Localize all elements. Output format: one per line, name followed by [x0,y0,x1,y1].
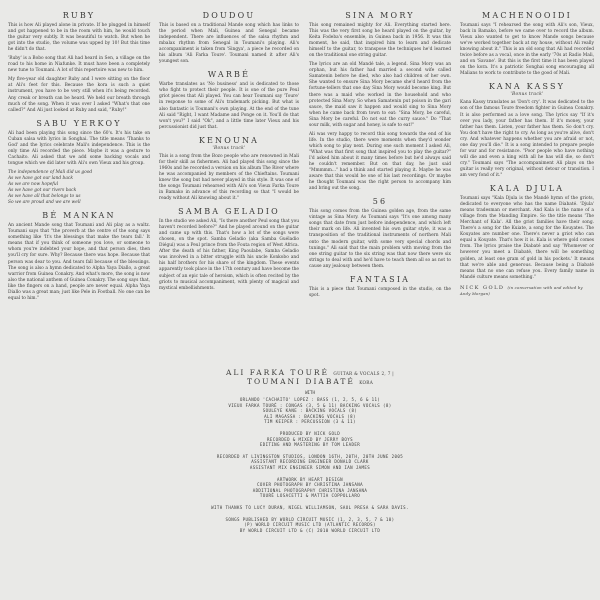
title-text: KENOUNA [198,135,260,145]
design-credit: ADDITIONAL PHOTOGRAPHY CHRISTINA JANSANA [252,487,368,493]
column-3 [309,6,451,302]
paragraph: This song comes from the Guinea golden age, from the same vintage as Sina Mory. As Toumani says "It's one among many songs that date from just before independence, and which left their mark on life. Ali invented his own guitar style, it was a transposition of the traditional instruments of northern Mali onto the modern guitar, with some very special chords and tunings." Ali said that the main problem with moving from the one string guitar to the six string was that now there were six strings to deal with and he'd have to teach them all so as not to cause any jealousy between them. [309,209,451,269]
section-title: MACHENOOIDI [482,11,572,20]
bonus-track-label: 'Bonus track' [212,145,246,151]
paragraph: The lyrics are an old Mandé tale, a legend. Sina Mory was an orphan, but his father had married a second wife called Samatenin before he died, who also had children of her own. She wanted to ensure Sina Mory became she'd heard from the fortune-tellers that one day Sina Mory would become king. But there was a maid who worked in the household and who protected Sina Mory. So when Samatenin put poison in the gari sauce, the maid saw it happen and would sing to Sina Mory when he came back from town to eat: "Sina Mory, be careful, Sina Mory be careful. Do not eat the curry sauce." Do "That sour milk, with sugar and honey, is safe to eat!" [309,62,451,128]
paragraph: Ali was very happy to record this song towards the end of his life. In the studio, there were moments when they'd wonder which song to play next. During one such moment I asked Ali, "What was that first song that inspired you to play the guitar?" I'd asked him about it many times before but he'd always said he couldn't remember. But on that day, he just said "Mmmmm..." had a think and started playing it. Maybe he was aware that this would be one of his last recordings. Or maybe he thought Toumani was the right person to accompany him and bring out the song. [309,131,451,192]
musician-credit: SOULEYE KANE : BACKING VOCALS (8) [262,408,358,414]
artist-toumani-role: KORA [359,380,374,385]
section-title: BÉ MANKAN [42,211,116,221]
artist-ali-role: GUITAR & VOCALS 2, 7 | [333,371,395,376]
paragraph: This is a song from the Bozo people who are renowned in Mali for their skill as fishermen. Ali had played this song since the 1960s and he recorded a version on his album The River where he was accompanied by members of the Chieftains. Toumani knew the song but had never played in this style. It was one of the songs Toumani rehearsed with Ali's son Vieux Farka Toure in Bamako in advance of this recording so that "I would be ready without Ali knowing about it." [159,153,299,202]
section-title: KALA DJULA [489,184,565,194]
section-fantasia [309,275,451,299]
thanks-line: WITH THANKS TO LUCY DURAN, NIGEL WILLIAMSON, SAUL PRESA & SARA DAVIS. [211,504,409,510]
artist-ali: ALI FARKA TOURÉ [225,368,330,377]
recording-credit: ASSISTANT RECORDING ENGINEER DONALD CLARK [251,459,369,465]
section-title: SINA MORY [345,11,415,20]
musician-credit: ALI MAGASSA : BACKING VOCALS (8) [264,413,356,419]
section-be-mankan [8,211,150,302]
publishing-credit: (P) WORLD CIRCUIT MUSIC LTD (ATLANTIC RECORDS) [244,522,376,528]
production-credit: RECORDED & MIXED BY JERRY BOYS [267,436,353,442]
verse-line: As we have all that belongs to us [8,194,81,200]
musician-credit: TIM KEIPER : PERCUSSION (3 & 11) [264,419,356,425]
verse-line: As we are now hopeful [8,182,59,188]
section-title: SABU YERKOY [36,118,122,128]
production-credit: EDITING AND MASTERING BY TOM LEADER [259,442,361,448]
section-kenouna [159,136,299,202]
section-title [460,82,594,97]
verse-line: The independence of Mali did us good [8,169,93,175]
musician-credit: ORLANDO 'CACHAITO' LOPEZ : BASS (1, 2, 5, 6 & 11) [239,397,381,402]
design-credit: TOURÉ LOSACETTI & MATTIA COPPOLLARO [259,493,361,499]
paragraph: Ali had been playing this song since the 60's. It's his take on Cuban salsa with lyrics in Songhai. The title means 'Thanks to God' and the lyrics celebrate Mali's independence. This is the only time Ali recorded the piece. Maybe it was a gesture to Cachaito. Ali asked that we add some backing vocals and tongue which we did later with Ali's own Vieux and his group. [8,130,150,166]
signature-note: (in conversation with and edited by Andy Morgan) [460,284,583,296]
paragraph: Toumani says "Kala Djula is the Mandé hymn of the griots, dedicated to everyone who has the name Diabaté. 'Djula' means tradesman or merchant. And Kala is the name of a village from the Manding Empire. So the title means 'The Merchant of Kala'. All the griot families have their song. There's a song for the Kuiate, a song for the Kouyates. The Kouyates are number one. There's never a griot who can equal a Kouyate. That's how it is. Kala is where gold comes from. The lyrics praise the Diabaté and say 'Whomever or however you meet a Diabaté, there will be something golden, at least one gram of gold in his pockets.' It means that we're able and generous. Because being a Diabaté means that no one can refuse you. Every family name in Mandé culture means something." [460,196,594,280]
section-title: RUBY [62,11,96,20]
paragraph: Warbe translates as 'No business' and is dedicated to those who fight to protect their people. It is one of the pure Peul griot pieces that Ali played. You can hear Toumani say 'Toure' in response to some of Ali's trademark picking. But what is also fantastic is Toumani's own playing. At the end of the tune Ali said "Right, I want Madame and Ponge on it. You'll do that won't you?" I said "Ok", and a little time later Vieux and his percussionist did just that. [159,82,299,130]
paragraph: This is based on a traditional Mande song which has links to the period when Mali, Guinea and Senegal became independent. There are influences of the salsa rhythm and mbalax rhythm from Senegal in Toumani's playing. Ali's accompaniment is taken from 'Singya', a piece he recorded on his album 'Ali Farka Toure'. Toumani named it after Ali's youngest son. [159,23,299,65]
section-doudou [159,11,299,65]
recording-credit: RECORDED AT LIVINGSTON STUDIOS, LONDON 16TH, 20TH, 20TH JUNE 2005 [216,453,404,459]
section-title: DOUDOU [202,11,256,20]
section-kana-kassy [460,82,594,179]
paragraph: My five-year old daughter Ruby and I were sitting on the floor at Ali's feet for this. Because the kora is such a quiet instrument, you have to be very still when it's being recorded. Any creak or breath can be heard. We held our breath through much of the song. When it was over I asked "What's that one called?" And Ali just looked at Ruby and said, "Ruby!" [8,77,150,113]
paragraph: This song remained mighty for Ali. Everything started here. This was the very first song he heard played on the guitar, by Keita Fodeba's ensemble, in Guinea back in 1956. It was this moment, he said, that inspired him to learn and dedicate himself to the guitar, to transpose the techniques he'd learned on the traditional one string guitar. [309,23,451,59]
paragraph: This is how Ali played alone in private. If he plugged in himself and got happened to be in the room with him, he would touch the guitar very subtly. It was beautiful to watch. But when he got into the studio, the volume was upped by 10! But this time he didn't do that. [8,23,150,53]
section-sabu-yerkoy [8,119,150,207]
musician-credit: VIEUX FARKA TOURÉ : CONGAS (3, 5 & 11) BACKING VOCALS (8) [228,402,392,408]
section-title [159,136,299,151]
section-sina-mory [309,11,451,192]
credits-block [160,368,460,533]
section-machenooidi [460,11,594,77]
artist-credits [160,368,460,386]
production-credit: PRODUCED BY NICK GOLD [279,430,341,436]
recording-credit: ASSISTANT MIX ENGINEER SIMON AND IAN JAMES [249,464,371,470]
paragraph: This is a piece that Toumani composed in the studio, on the spot. [309,286,451,298]
artist-toumani: TOUMANI DIABATÉ [246,377,355,386]
section-samba-geladio [159,207,299,292]
section-ruby [8,11,150,114]
paragraph: Toumani says "I rehearsed the song with Ali's son, Vieux, back in Bamako, before we came over to record the album. Vieux also wanted to get to know Mande songs because we've worked together back at my house, without Ali really knowing about it." This is an old song that Ali had recorded twice before as a vocal, once in the early '70s at Radio Mali, and on 'Savane'. But this is the first time it has been played on the kora. It's a patriotic Songhai song encouraging all Malians to work to contribute to the good of Mali. [460,23,594,77]
section-warbe [159,70,299,130]
paragraph: In the studio we asked Ali, "Is there another Peul song that you haven't recorded before?" And he played around on the guitar and came up with this. That's how a lot of the songs were chosen, on the spot. Samba Geladio (aka Samba Guéladio Diégui) was a Peul prince from the Fouta region of West Africa. After the death of his father, King Paoulabe, Samba Geladio was involved in a bitter struggle with his uncle Konkobo and his half brothers for his share of the kingdom. These events apparently took place in the 17th century and have become the subject of an epic tale of heroism, which is often recited by the griots to musical accompaniment, with plenty of magical and mystical embellishments. [159,219,299,291]
signature-name: NICK GOLD [460,284,505,291]
verse-line: As we have got our land back [8,175,73,181]
verse-line: As we have got our rivers back [8,188,77,194]
column-1 [8,6,150,305]
paragraph: An ancient Mande song that Toumani and Ali play as a waltz. Toumani says that "the proverb at the centre of the song says something like 'It's the blessings that make the tears fall.' It means that if you think of someone you love, or someone to whom you're indebted your hope, and that person dies, then you'll cry for sure. Why? Because there was hope. Because that person was dear to you. And tears fall because of the blessings. The song is also a hymn dedicated to Alpha Yaya Diallo, a great warrior from Guinea Conakry. And what's more, the song is now also the national anthem of Guinea Conakry. The song says that, like the fingers on a hand, people are never equal. Alpha Yaya Diallo was a great man; just like Pele in Football. No one can be equal to him." [8,223,150,301]
section-title: WARBÉ [207,70,251,80]
signature [460,285,594,297]
column-2 [159,6,299,295]
with-label: WITH [305,390,315,395]
section-56 [309,197,451,269]
paragraph: 'Ruby' is a Bobo song that Ali had heard in Sen, a village on the road to his home in Niafunke. It must have been a completely new tune to Toumani. A lot of this repertoire was new to him. [8,56,150,74]
section-title: SAMBA GELADIO [178,207,280,217]
publishing-credit: BY WORLD CIRCUIT LTD & (C) 2010 WORLD CIRCUIT LTD [239,527,381,533]
section-title: FANTASIA [349,274,411,284]
bonus-track-label: 'Bonus track' [510,92,544,98]
verse-line: So we are proud and we are well [8,200,81,206]
section-kala-djula [460,184,594,281]
publishing-credit: SONGS PUBLISHED BY WORLD CIRCUIT MUSIC (1, 2, 3, 5, 7 & 10) [225,516,395,522]
design-credit: ARTWORK BY HEART DESIGN [277,476,343,482]
title-text: KANA KASSY [488,82,566,92]
paragraph: Kana Kassy translates as 'Don't cry'. It was dedicated to the son of the famous Toure freedom fighter in Guinea Conakry. It is also performed as a love song. The lyrics say "If it's over you lady, your father has them. If it's money, your father has them. Listen, your father has them. So don't cry. You don't have the right to cry. As long as you're alive, don't cry. And whatever happens whether you are afraid or not, one day you'll die." It is a song intended to prepare people for war and for resistance. "Poor people who have nothing will die and even a king with all he has will die, so don't cry." Toumani says "The accompaniment Ali plays on the guitar is really very original, without detour or transition. I am very fond of it." [460,100,594,178]
design-credit: COVER PHOTOGRAPH BY CHRISTINA JANSANA [257,482,363,488]
lyric-verse [8,170,150,206]
column-4 [460,6,594,297]
section-title: 56 [372,197,388,207]
